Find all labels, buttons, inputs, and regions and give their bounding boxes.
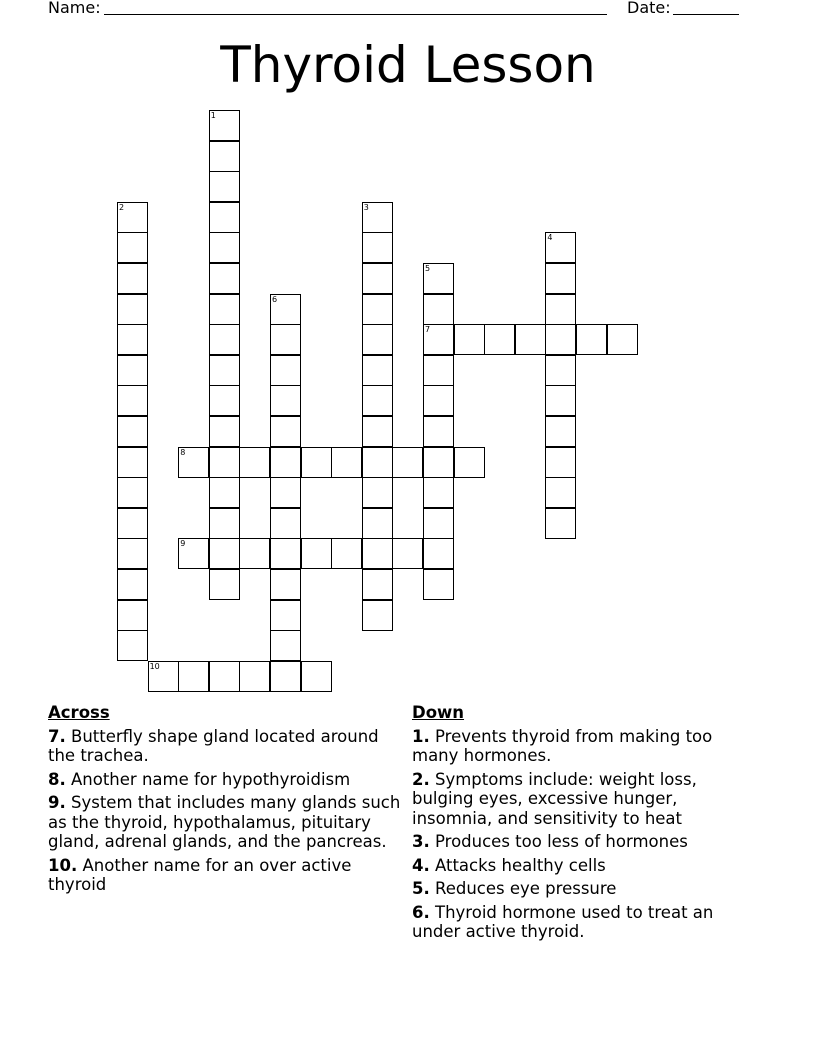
date-label: Date: [627, 0, 671, 17]
grid-cell[interactable] [209, 355, 240, 386]
grid-cell[interactable] [545, 324, 576, 355]
grid-cell[interactable] [270, 447, 301, 478]
clue-text: Butterfly shape gland located around the trachea. [48, 726, 379, 765]
grid-cell[interactable] [423, 355, 454, 386]
grid-cell[interactable] [270, 600, 301, 631]
grid-cell[interactable] [117, 416, 148, 447]
grid-cell[interactable] [545, 355, 576, 386]
cell-number: 8 [180, 447, 186, 457]
grid-cell[interactable] [117, 263, 148, 294]
grid-cell[interactable] [362, 600, 393, 631]
grid-cell[interactable] [209, 416, 240, 447]
grid-cell[interactable] [423, 508, 454, 539]
grid-cell[interactable] [209, 202, 240, 233]
grid-cell[interactable] [362, 385, 393, 416]
grid-cell[interactable] [362, 447, 393, 478]
grid-cell[interactable] [576, 324, 607, 355]
clue-number: 8. [48, 769, 66, 789]
grid-cell[interactable] [117, 569, 148, 600]
clue-down-2 [412, 770, 757, 829]
grid-cell[interactable] [270, 477, 301, 508]
grid-cell[interactable] [362, 263, 393, 294]
grid-cell[interactable] [423, 569, 454, 600]
grid-cell[interactable] [545, 294, 576, 325]
clue-text: Another name for hypothyroidism [71, 769, 351, 789]
grid-cell[interactable] [515, 324, 546, 355]
grid-cell[interactable] [178, 447, 209, 478]
grid-cell[interactable] [270, 294, 301, 325]
grid-cell[interactable] [545, 416, 576, 447]
cell-number: 1 [210, 111, 216, 120]
clue-across-10 [48, 856, 408, 895]
grid-cell[interactable] [301, 447, 332, 478]
grid-cell[interactable] [362, 508, 393, 539]
clue-number: 10. [48, 855, 78, 875]
grid-cell[interactable] [362, 416, 393, 447]
grid-cell[interactable] [270, 508, 301, 539]
cell-number: 10 [149, 661, 160, 671]
grid-cell[interactable] [209, 324, 240, 355]
grid-cell[interactable] [392, 447, 423, 478]
grid-cell[interactable] [270, 569, 301, 600]
grid-cell[interactable] [209, 447, 240, 478]
grid-cell[interactable] [362, 232, 393, 263]
clue-down-5 [412, 879, 757, 899]
clue-number: 4. [412, 855, 430, 875]
grid-cell[interactable] [484, 324, 515, 355]
grid-cell[interactable] [607, 324, 638, 355]
clue-text: Attacks healthy cells [435, 855, 606, 875]
grid-cell[interactable] [270, 416, 301, 447]
clue-text: Thyroid hormone used to treat an under active thyroid. [412, 902, 714, 941]
page-title: Thyroid Lesson [220, 36, 596, 94]
clue-text: System that includes many glands such as the thyroid, hypothalamus, pituitary gland, adrenal glands, and the pancreas. [48, 793, 401, 851]
clue-down-3 [412, 832, 757, 852]
grid-cell[interactable] [362, 538, 393, 569]
grid-cell[interactable] [117, 508, 148, 539]
cell-number: 9 [180, 539, 186, 549]
clue-text: Prevents thyroid from making too many hormones. [412, 726, 713, 765]
grid-cell[interactable] [423, 416, 454, 447]
cell-number: 7 [425, 325, 431, 335]
grid-cell[interactable] [545, 508, 576, 539]
cell-number: 4 [547, 233, 553, 243]
clue-down-6 [412, 903, 757, 942]
grid-cell[interactable] [331, 538, 362, 569]
grid-cell[interactable] [270, 324, 301, 355]
grid-cell[interactable] [270, 538, 301, 569]
grid-cell[interactable] [178, 538, 209, 569]
grid-cell[interactable] [239, 661, 270, 692]
clue-across-9 [48, 793, 408, 852]
clue-text: Reduces eye pressure [435, 879, 617, 898]
grid-cell[interactable] [209, 232, 240, 263]
grid-cell[interactable] [148, 661, 179, 692]
cell-number: 3 [363, 202, 369, 212]
cell-number: 2 [119, 202, 125, 212]
grid-cell[interactable] [117, 477, 148, 508]
grid-cell[interactable] [545, 385, 576, 416]
grid-cell[interactable] [209, 294, 240, 325]
grid-cell[interactable] [545, 263, 576, 294]
grid-cell[interactable] [117, 385, 148, 416]
grid-cell[interactable] [362, 477, 393, 508]
grid-cell[interactable] [270, 630, 301, 661]
grid-cell[interactable] [423, 538, 454, 569]
across-clues [48, 703, 408, 899]
grid-cell[interactable] [209, 538, 240, 569]
down-clues [412, 703, 757, 946]
grid-cell[interactable] [117, 538, 148, 569]
clue-across-8 [48, 770, 408, 790]
grid-cell[interactable] [454, 447, 485, 478]
grid-cell[interactable] [239, 538, 270, 569]
grid-cell[interactable] [270, 355, 301, 386]
grid-cell[interactable] [209, 141, 240, 172]
clue-number: 3. [412, 832, 430, 851]
clue-number: 7. [48, 726, 66, 746]
name-label: Name: [48, 0, 101, 17]
grid-cell[interactable] [209, 661, 240, 692]
grid-cell[interactable] [423, 263, 454, 294]
grid-cell[interactable] [117, 600, 148, 631]
grid-cell[interactable] [545, 447, 576, 478]
grid-cell[interactable] [545, 232, 576, 263]
grid-cell[interactable] [209, 171, 240, 202]
clue-down-1 [412, 727, 757, 766]
clue-number: 5. [412, 879, 430, 898]
cell-number: 5 [425, 264, 431, 273]
grid-cell[interactable] [209, 569, 240, 600]
grid-cell[interactable] [209, 508, 240, 539]
across-heading: Across [48, 703, 110, 722]
grid-cell[interactable] [209, 110, 240, 141]
grid-cell[interactable] [239, 447, 270, 478]
grid-cell[interactable] [178, 661, 209, 692]
grid-cell[interactable] [301, 538, 332, 569]
grid-cell[interactable] [117, 355, 148, 386]
grid-cell[interactable] [117, 294, 148, 325]
clue-text: Symptoms include: weight loss, bulging eyes, excessive hunger, insomnia, and sensitivity to heat [412, 769, 697, 828]
clue-number: 6. [412, 902, 430, 922]
clue-number: 9. [48, 793, 66, 812]
down-heading: Down [412, 703, 465, 722]
clue-text: Produces too less of hormones [435, 832, 688, 851]
grid-cell[interactable] [209, 385, 240, 416]
grid-cell[interactable] [423, 447, 454, 478]
grid-cell[interactable] [362, 355, 393, 386]
grid-cell[interactable] [270, 385, 301, 416]
grid-cell[interactable] [362, 294, 393, 325]
grid-cell[interactable] [117, 202, 148, 233]
grid-cell[interactable] [362, 569, 393, 600]
grid-cell[interactable] [331, 447, 362, 478]
grid-cell[interactable] [117, 324, 148, 355]
clue-across-7 [48, 727, 408, 766]
grid-cell[interactable] [423, 385, 454, 416]
grid-cell[interactable] [117, 232, 148, 263]
grid-cell[interactable] [423, 324, 454, 355]
grid-cell[interactable] [270, 661, 301, 692]
grid-cell[interactable] [117, 447, 148, 478]
grid-cell[interactable] [209, 263, 240, 294]
grid-cell[interactable] [117, 630, 148, 661]
grid-cell[interactable] [423, 477, 454, 508]
clue-down-4 [412, 856, 757, 876]
clue-text: Another name for an over active thyroid [48, 855, 352, 894]
grid-cell[interactable] [301, 661, 332, 692]
cell-number: 6 [272, 294, 278, 304]
grid-cell[interactable] [392, 538, 423, 569]
clue-number: 2. [412, 769, 430, 789]
grid-cell[interactable] [545, 477, 576, 508]
clue-number: 1. [412, 726, 430, 746]
grid-cell[interactable] [423, 294, 454, 325]
grid-cell[interactable] [454, 324, 485, 355]
grid-cell[interactable] [209, 477, 240, 508]
grid-cell[interactable] [362, 202, 393, 233]
grid-cell[interactable] [362, 324, 393, 355]
